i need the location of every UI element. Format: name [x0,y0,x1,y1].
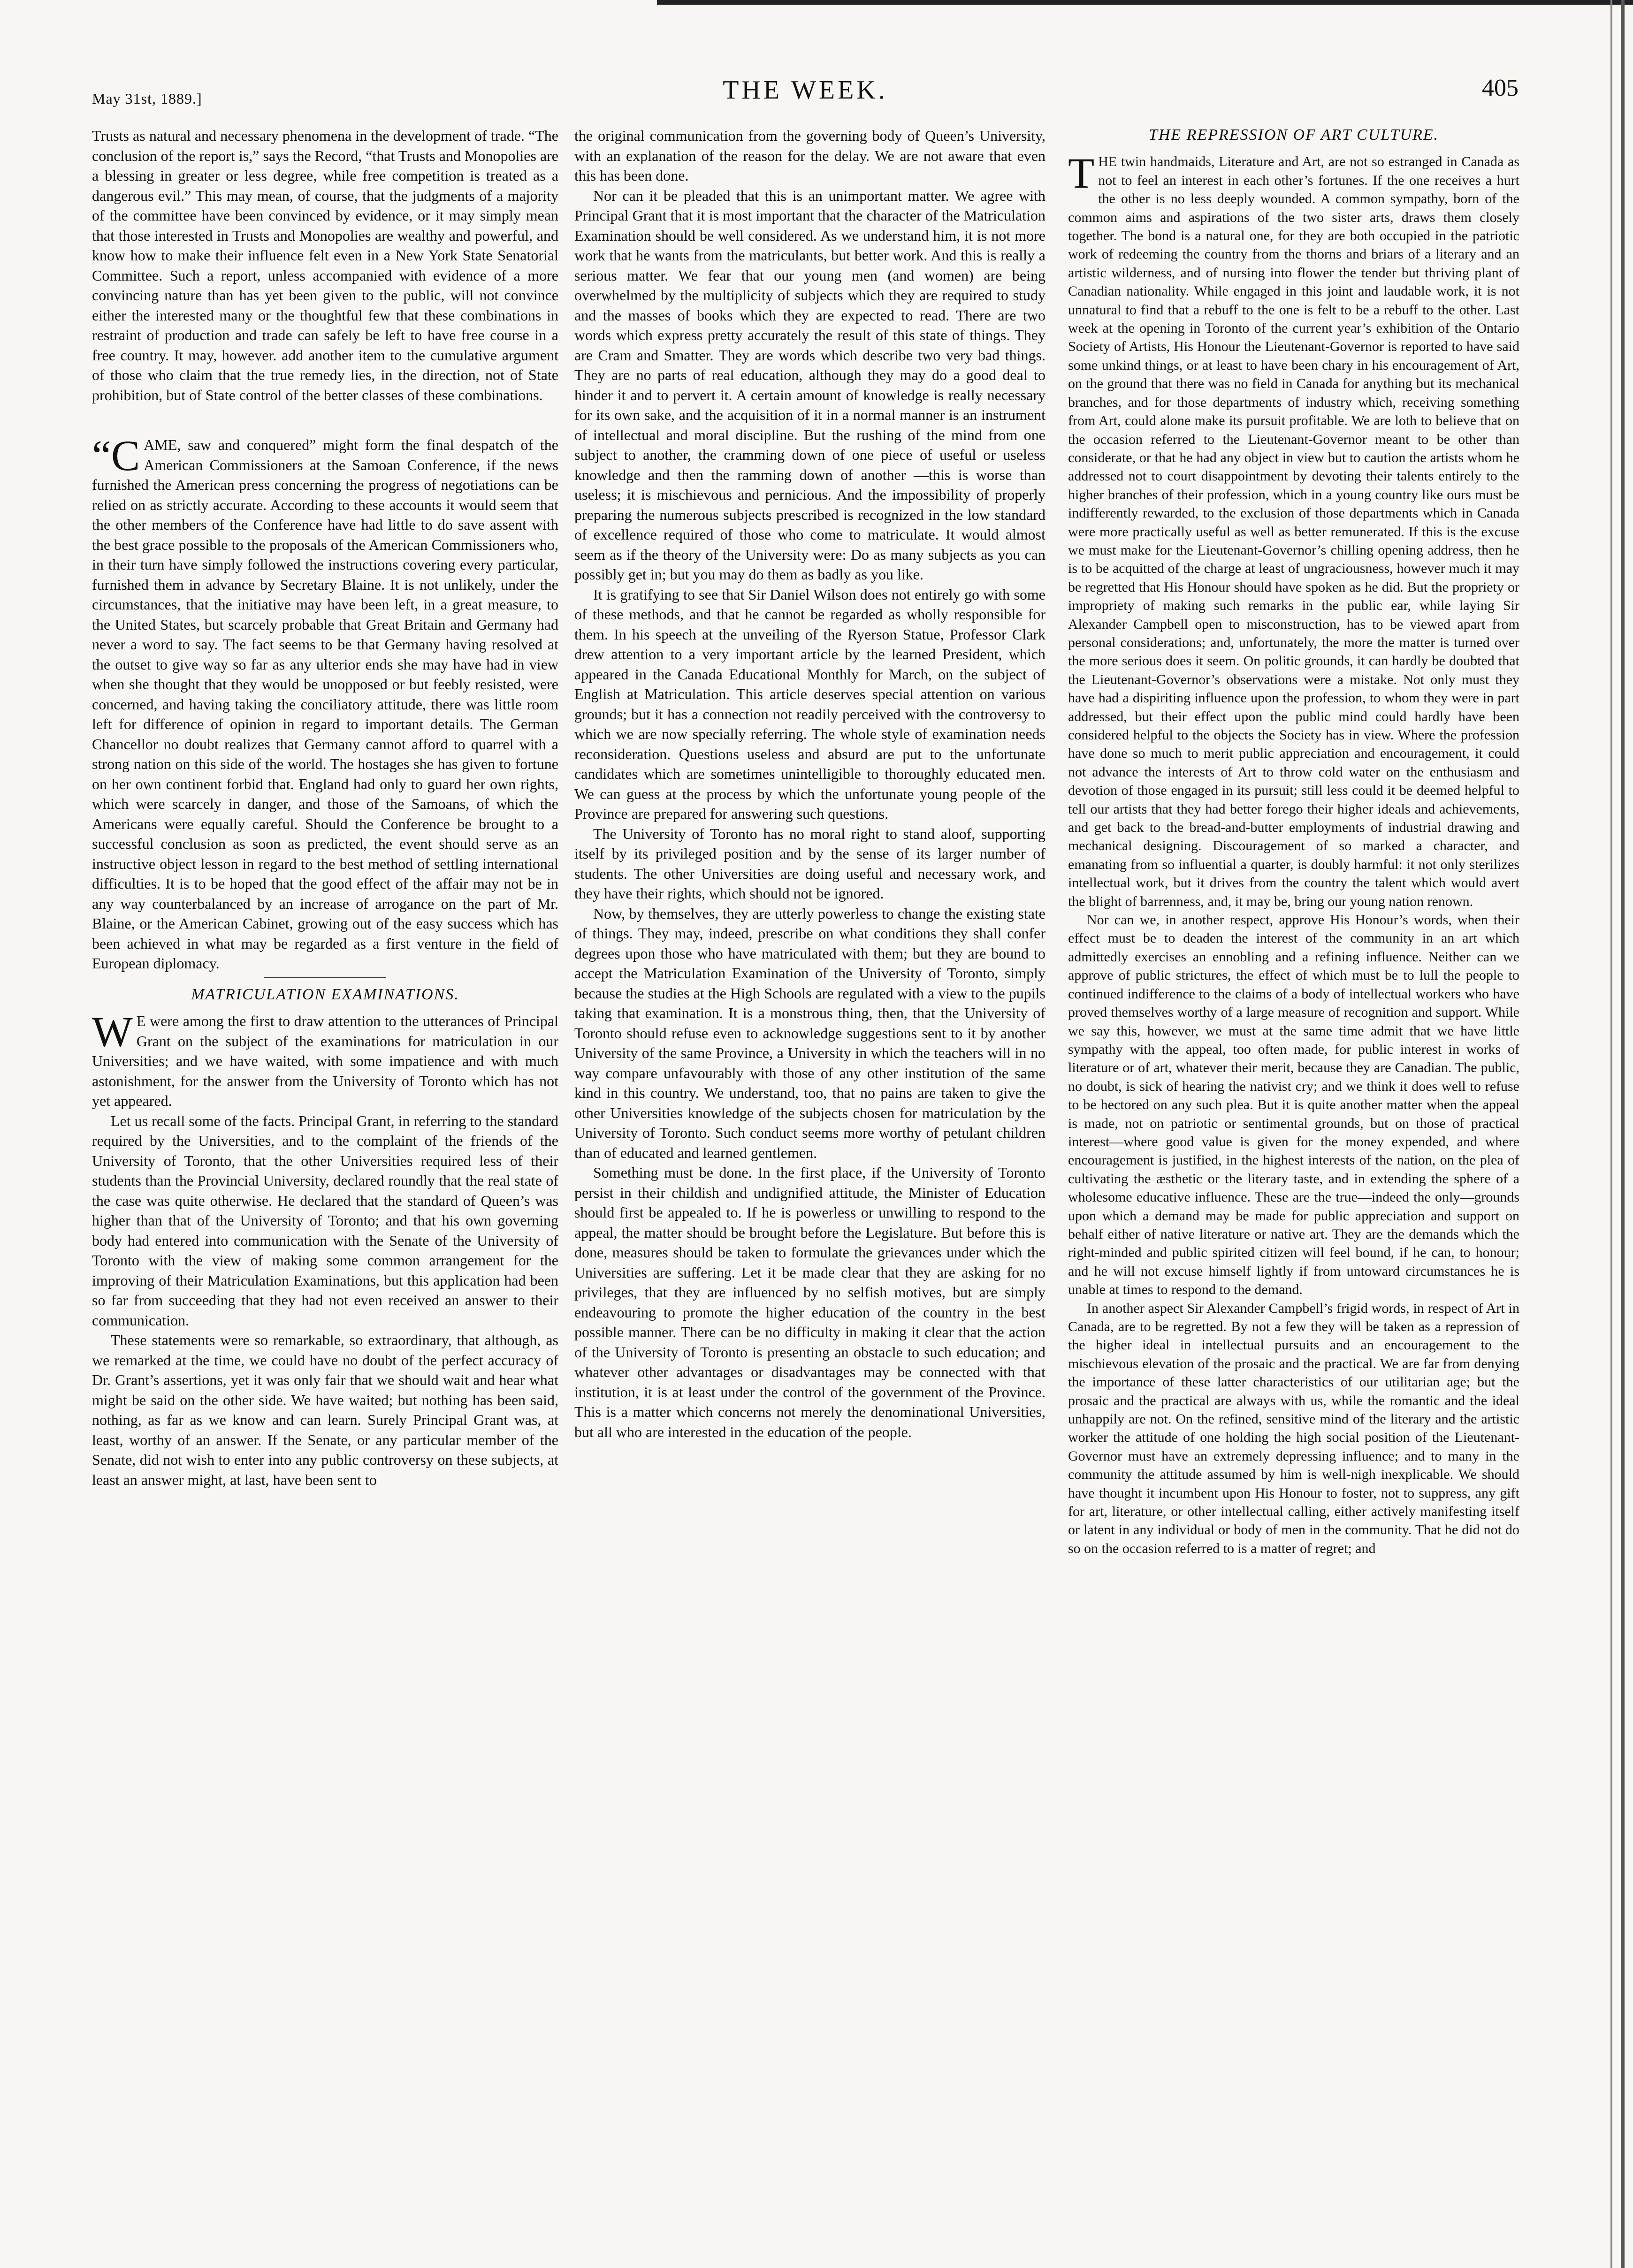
continuation-paragraph: the original communication from the governing body of Queen’s University, with an explanation of the reason for the delay. We are not aware that even this has been done. [574,127,1045,184]
column-1 [92,126,558,1490]
powerless-paragraph: Now, by themselves, they are utterly powerless to change the existing state of things. They may, indeed, prescribe on what conditions they shall confer degrees upon those who have matriculated with them; but they are bound to accept the Matriculation Examination of the University of Toronto, simply because the studies at the High Schools are regulated with a view to the pupils taking that examination. It is a monstrous thing, then, that the University of Toronto should refuse even to acknowledge suggestions sent to it by another University of the same Province, a University in which the teachers will in no way compare unfavourably with those of any other institution of the same kind in this country. We understand, too, that no pains are taken to give the other Universities knowledge of the subjects chosen for matriculation by the University of Toronto. Such conduct seems more worthy of petulant children than of educated and learned gentlemen. [574,905,1045,1161]
masthead [92,70,1519,113]
something-must-be-done-paragraph: Something must be done. In the first place, if the University of Toronto persist in their childish and undignified attitude, the Minister of Education should first be appealed to. If he is powerless or unwilling to respond to the appeal, the matter should be brought before the Legislature. But before this is done, measures should be taken to formulate the grievances under which the Universities are suffering. Let it be made clear that they are asking for no privileges, that they are influenced by no selfish motives, but are simply endeavouring to promote the higher education of the country in the best possible manner. There can be no difficulty in making it clear that the action of the University of Toronto is presenting an obstacle to such education; and whatever other advantages or disadvantages may be connected with that institution, it is at least under the control of the government of the Province. This is a matter which concerns not merely the denominational Universities, but all who are interested in the education of the people. [574,1164,1045,1440]
facts-paragraph: Let us recall some of the facts. Principal Grant, in referring to the standard required by the Universities, and to the complaint of the friends of the University of Toronto, that the other Universities required less of their students than the Provincial University, declared roundly that the real state of the case was quite otherwise. He declared that the standard of Queen’s was higher than that of the University of Toronto; and that his own governing body had entered into communication with the Senate of the University of Toronto with the view of making some common arrangement for the improving of their Matriculation Examinations, but this application had been so far from succeeding that they had not even received an answer to their communication. [92,1112,558,1329]
trusts-paragraph: Trusts as natural and necessary phenomena in the development of trade. “The conclusion of the report is,” says the Record, “that Trusts and Monopolies are a blessing in greater or less degree, while free competition is treated as a dangerous evil.” This may mean, of course, that the judgments of a majority of the committee have been convinced by evidence, or it may simply mean that those interested in Trusts and Monopolies are wealthy and powerful, and know how to make their influence felt even in a New York State Senatorial Committee. Such a report, unless accompanied with evidence of a more convincing nature than has yet been given to the public, will not convince either the interested many or the thoughtful few that these combinations in restraint of production and trade can safely be left to have free course in a free country. It may, however. add another item to the cumulative argument of those who claim that the true remedy lies, in the direction, not of State prohibition, but of State control of the better classes of these combinations. [92,127,558,403]
column-2 [574,126,1045,1442]
drop-cap: T [1068,149,1095,198]
samoa-paragraph [92,432,558,974]
drop-cap: W [92,1008,133,1056]
section-divider [264,977,386,978]
publication-title: THE WEEK. [723,76,888,105]
drop-cap: “C [92,432,140,479]
twin-handmaids-paragraph [1068,149,1519,911]
column-3 [1068,126,1519,1558]
twin-handmaids-text: HE twin handmaids, Literature and Art, are not so estranged in Canada as not to feel an interest in each other’s fortunes. If the one receives a hurt the other is no less deeply wounded. A common sympathy, born of the common aims and aspirations of the two sister arts, draws them closely together. The bond is a natural one, for they are both occupied in the patriotic work of redeeming the country from the thorns and briars of a literary and an artistic wilderness, and of nursing into flower the tender but thriving plant of Canadian nationality. While engaged in this joint and laudable work, it is not unnatural to find that a rebuff to the one is felt to be a rebuff to the other. Last week at the opening in Toronto of the current year’s exhibition of the Ontario Society of Artists, His Honour the Lieutenant-Governor is reported to have said some unkind things, or at least to have been chary in his encouragement of Art, on the ground that there was no field in Canada for anything but its mechanical branches, and for those departments of industry which, receiving something from Art, could alone make its pursuit profitable. We are loth to believe that on the occasion referred to the Lieutenant-Governor meant to be other than considerate, or that he had any object in view but to caution the artists whom he addressed not to court disappointment by devoting their talents entirely to the higher branches of their profession, which in a young country like ours must be indifferently rewarded, to the exclusion of those departments which in Canada were more practically useful as well as better remunerated. If this is the excuse we must make for the Lieutenant-Governor’s chilling opening address, then he is to be acquitted of the charge at least of ungraciousness, however much it may be regretted that His Honour should have spoken as he did. But the propriety or impropriety of making such remarks in the public ear, while laying Sir Alexander Campbell open to misconstruction, has to be viewed apart from personal considerations; and, unfortunately, the more the matter is turned over the more serious does it seem. On politic grounds, it can hardly be doubted that the Lieutenant-Governor’s observations were a mistake. Not only must they have had a dispiriting influence upon the profession, to whom they were in part addressed, but their effect upon the public mind could hardly have been considered helpful to the objects the Society has in view. Where the profession have done so much to merit public appreciation and encouragement, it could not advance the interests of Art to throw cold water on the enthusiasm and devotion of those engaged in its pursuit; still less could it be deemed helpful to tell our artists that they had better forego their higher ideals and achievements, and get back to the bread-and-butter employments of industrial drawing and mechanical designing. Discouragement of so marked a character, and emanating from so influential a quarter, is doubly harmful: it not only sterilizes intellectual work, but it drives from the country the talent which would avert the blight of barrenness, and, it may be, bring our young nation renown. [1068,154,1519,909]
top-rule [657,0,1633,5]
moral-right-paragraph: The University of Toronto has no moral right to stand aloof, supporting itself by its privileged position and by the sense of its larger number of students. The other Universities are doing useful and necessary work, and they have their rights, which should not be ignored. [574,825,1045,902]
statements-paragraph: These statements were so remarkable, so extraordinary, that although, as we remarked at the time, we could have no doubt of the perfect accuracy of Dr. Grant’s assertions, yet it was only fair that we should wait and hear what might be said on the other side. We have waited; but nothing has been said, nothing, as far as we know and can learn. Surely Principal Grant was, at least, worthy of an answer. If the Senate, or any particular member of the Senate, did not wish to enter into any public controversy on these subjects, at least an answer might, at last, have been sent to [92,1332,558,1488]
daniel-wilson-paragraph: It is gratifying to see that Sir Daniel Wilson does not entirely go with some of these methods, and that he cannot be regarded as wholly responsible for them. In his speech at the unveiling of the Ryerson Statue, Professor Clark drew attention to a very important article by the learned President, which appeared in the Canada Educational Monthly for March, on the subject of English at Matriculation. This article deserves special attention on various grounds; but it has a connection not readily perceived with the controversy to which we are now specially referring. The whole style of examination needs reconsideration. Questions useless and absurd are put to the unfortunate candidates which are sometimes unintelligible to thoroughly educated men. We can guess at the process by which the unfortunate young people of the Province are prepared for answering such questions. [574,586,1045,822]
right-edge-rule [1621,0,1625,2268]
another-respect-paragraph: Nor can we, in another respect, approve His Honour’s words, when their effect must be to deaden the interest of the community in an art which admittedly exercises an ennobling and a refining influence. Neither can we approve of public strictures, the effect of which must be to lull the people to continued indifference to the claims of a body of intellectual workers who have proved themselves worthy of a large measure of recognition and support. While we say this, however, we must at the same time admit that we have little sympathy with the appeal, too often made, for public interest in works of literature or of art, whatever their merit, because they are Canadian. The public, no doubt, is sick of hearing the nativist cry; and we think it does well to refuse to be hectored on any such plea. But it is quite another matter when the appeal is made, not on patriotic or sentimental grounds, but on those of practical interest—where good value is given for the money expended, and where encouragement is justified, in the highest interests of the nation, on the plea of cultivating the æsthetic or the literary taste, and in extending the sphere of a wholesome educative influence. These are the true—indeed the only—grounds upon which a demand may be made for public appreciation and support on behalf either of native literature or native art. They are the demands which the right-minded and public spirited citizen will feel bound, if he can, to honour; and he will not excuse himself lightly if from untoward circumstances he is unable at times to respond to the demand. [1068,912,1519,1298]
right-edge-rule-inner [1610,0,1612,2268]
article-heading-art-culture: THE REPRESSION OF ART CULTURE. [1148,126,1439,144]
issue-date: May 31st, 1889.] [92,90,202,107]
matriculation-intro-text: E were among the first to draw attention to the utterances of Principal Grant on the subject of the examinations for matriculation in our Universities; and we have waited, with some impatience and with much astonishment, for the answer from the University of Toronto which has not yet appeared. [92,1012,558,1109]
page-number: 405 [1482,75,1519,101]
article-heading-matriculation: MATRICULATION EXAMINATIONS. [191,985,459,1003]
another-aspect-paragraph: In another aspect Sir Alexander Campbell’s frigid words, in respect of Art in Canada, are to be regretted. By not a few they will be taken as a repression of the higher ideal in intellectual pursuits and an encouragement to the mischievous elevation of the prosaic and the practical. We are far from denying the importance of these latter characteristics of our utilitarian age; but the prosaic and the practical are always with us, while the romantic and the ideal unhappily are not. On the refined, sensitive mind of the literary and the artistic worker the attitude of one holding the high social position of the Lieutenant-Governor must have an extremely depressing influence; and to many in the community the attitude assumed by him is well-nigh inexplicable. We should have thought it incumbent upon His Honour to foster, not to suppress, any gift for art, literature, or other intellectual calling, either actively manifesting itself or latent in any individual or body of men in the community. That he did not do so on the occasion referred to is a matter of regret; and [1068,1300,1519,1556]
cram-smatter-paragraph: Nor can it be pleaded that this is an unimportant matter. We agree with Principal Grant that it is most important that the character of the Matriculation Examination should be well considered. As we understand him, it is not more work that he wants from the matriculants, but better work. And this is really a serious matter. We fear that our young men (and women) are being overwhelmed by the multiplicity of subjects which they are required to study and the masses of books which they are expected to read. There are two words which express pretty accurately the result of this state of things. They are Cram and Smatter. They are words which describe two very bad things. They are no parts of real education, although they may do a good deal to hinder it and to pervert it. A certain amount of knowledge is really necessary for its own sake, and the acquisition of it in a normal manner is an instrument of intellectual and moral discipline. But the rushing of the mind from one subject to another, the cramming down of one piece of useful or useless knowledge and then the ramming down of another —this is worse than useless; it is mischievous and pernicious. And the impossibility of properly preparing the numerous subjects prescribed is recognized in the low standard of excellence required of those who come to matriculate. It would almost seem as if the theory of the University were: Do as many subjects as you can possibly get in; but you may do them as badly as you like. [574,187,1045,583]
matriculation-intro-paragraph [92,1008,558,1111]
samoa-text: AME, saw and conquered” might form the final despatch of the American Commissioners at the Samoan Conference, if the news furnished the American press concerning the progress of negotiations can be relied on as strictly accurate. According to these accounts it would seem that the other members of the Conference have had little to do save assent with the best grace possible to the proposals of the American Commissioners who, in their turn have simply followed the instructions covering every particular, furnished them in advance by Secretary Blaine. It is not unlikely, under the circumstances, that the initiative may have been left, in a great measure, to the United States, but scarcely probable that Great Britain and Germany had never a word to say. The fact seems to be that Germany having resolved at the outset to give way so far as any ulterior ends she may have had in view when she thought that they would be unopposed or but feebly resisted, were concerned, and having taking the conciliatory attitude, there was little room left for difference of opinion in regard to important details. The German Chancellor no doubt realizes that Germany cannot afford to quarrel with a strong nation on this side of the world. The hostages she has given to fortune on her own continent forbid that. England had only to guard her own rights, which were scarcely in danger, and those of the Samoans, of which the Americans were equally careful. Should the Conference be brought to a successful conclusion as soon as predicted, the event should serve as an instructive object lesson in regard to the best method of settling international difficulties. It is to be hoped that the good effect of the affair may not be in any way counterbalanced by an increase of arrogance on the part of Mr. Blaine, or the American Cabinet, growing out of the easy success which has been achieved in what may be regarded as a first venture in the field of European diplomacy. [92,436,558,972]
section-gap [92,405,558,435]
